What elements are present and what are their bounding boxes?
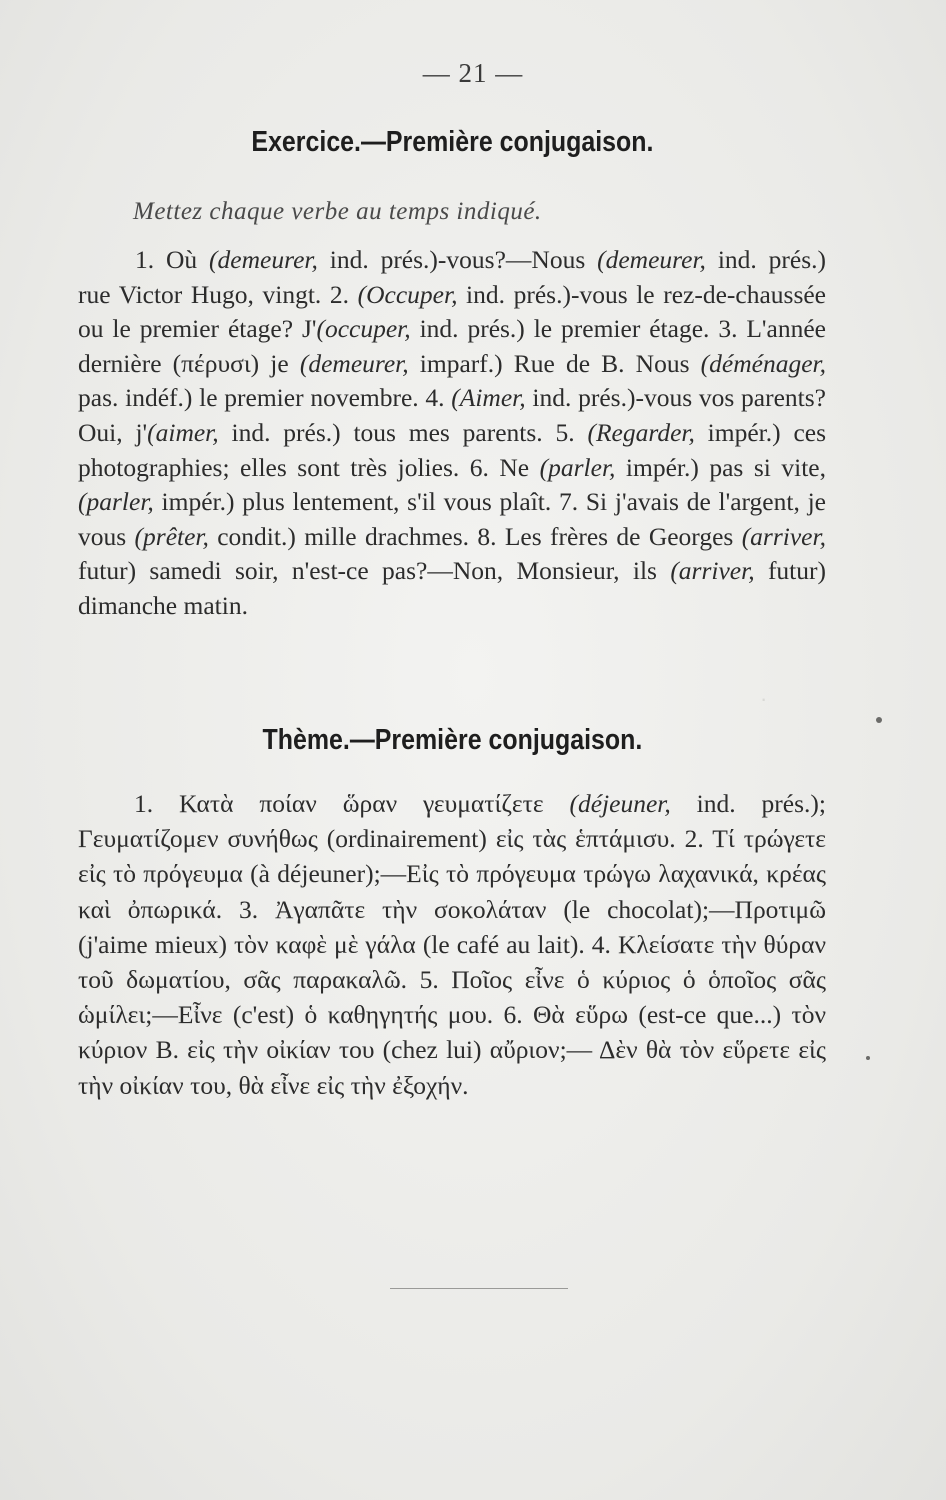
section-divider: [390, 1288, 568, 1289]
exercise-instruction: Mettez chaque verbe au temps indiqué.: [133, 198, 542, 225]
verb-instruction: (déménager,: [700, 348, 826, 378]
page-number: — 21 —: [422, 58, 524, 88]
text-run: imparf.) Rue de B. Nous: [408, 348, 701, 378]
verb-instruction: (aimer,: [147, 417, 219, 447]
text-run: ind. prés.); Γευματίζομεν συνήθως (ordinairement) εἰς τὰς ἑπτάμισυ. 2. Τί τρώγετε εἰς τὸ πρόγευμα (à déjeuner);—Εἰς τὸ πρόγευμα τρώγω λαχανικά, κρέας καὶ ὀπωρικά. 3. Ἀγαπᾶτε τὴν σοκολάταν (le chocolat);—Προτιμῶ (j'aime mieux) τὸν καφὲ μὲ γάλα (le café au lait). 4. Κλείσατε τὴν θύραν τοῦ δωματίου, σᾶς παρακαλῶ. 5. Ποῖος εἶνε ὁ κύριος ὁ ὁποῖος σᾶς ὡμίλει;—Εἶνε (c'est) ὁ καθηγητής μου. 6. Θὰ εὕρω (est-ce que...) τὸν κύριον Β. εἰς τὴν οἰκίαν του (chez lui) αὔριον;— Δὲν θὰ τὸν εὕρετε εἰς τὴν οἰκίαν του, θὰ εἶνε εἰς τὴν ἐξοχήν.: [78, 789, 826, 1100]
verb-instruction: (Regarder,: [587, 417, 695, 447]
verb-instruction: (demeurer,: [597, 245, 706, 274]
verb-instruction: (occuper,: [316, 314, 411, 344]
text-run: impér.) plus lentement, s'il vous plaît. 7. Si j'avais de l'argent, je vous: [78, 487, 826, 551]
exercise-paragraph: [78, 243, 826, 624]
text-run: 1. Κατὰ ποίαν ὥραν γευματίζετε: [134, 789, 570, 818]
verb-instruction: (demeurer,: [209, 245, 318, 274]
ink-speck: [876, 717, 882, 723]
verb-instruction: (arriver,: [741, 521, 826, 551]
text-run: pas. indéf.) le premier novembre. 4.: [78, 383, 452, 413]
text-run: futur) samedi soir, n'est-ce pas?—Non, Monsieur, ils: [78, 556, 671, 586]
text-run: ind. prés.) tous mes parents. 5.: [218, 417, 588, 447]
verb-instruction: (arriver,: [670, 556, 755, 586]
verb-instruction: (parler,: [78, 487, 154, 517]
ink-speck: [866, 1056, 870, 1060]
verb-instruction: (Aimer,: [451, 383, 526, 413]
text-run: impér.) ces photographies; elles sont très jolies. 6. Ne: [78, 417, 826, 482]
verb-instruction: (Occuper,: [357, 279, 458, 309]
text-run: futur) dimanche matin.: [78, 556, 827, 620]
text-run: 1. Où: [135, 245, 210, 274]
exercise-heading: Exercice.—Première conjugaison.: [251, 126, 654, 158]
verb-instruction: (prêter,: [134, 521, 209, 551]
text-run: ind. prés.)-vous le rez-de-chaussée ou le premier étage? J': [78, 279, 826, 344]
verb-instruction: (demeurer,: [299, 348, 409, 378]
verb-instruction: (déjeuner,: [569, 789, 671, 818]
verb-instruction: (parler,: [539, 452, 616, 482]
show-through-text: ·: [760, 686, 768, 711]
theme-paragraph: [78, 786, 826, 1103]
text-run: ind. prés.)-vous vos parents? Oui, j': [78, 383, 826, 447]
text-run: ind. prés.) rue Victor Hugo, vingt. 2.: [78, 245, 826, 309]
text-run: condit.) mille drachmes. 8. Les frères de Georges: [208, 521, 742, 551]
text-run: ind. prés.)-vous?—Nous: [317, 245, 598, 274]
theme-heading: Thème.—Première conjugaison.: [262, 724, 643, 756]
text-run: ind. prés.) le premier étage. 3. L'année dernière (πέρυσι) je: [78, 314, 826, 378]
text-run: impér.) pas si vite,: [615, 452, 826, 482]
